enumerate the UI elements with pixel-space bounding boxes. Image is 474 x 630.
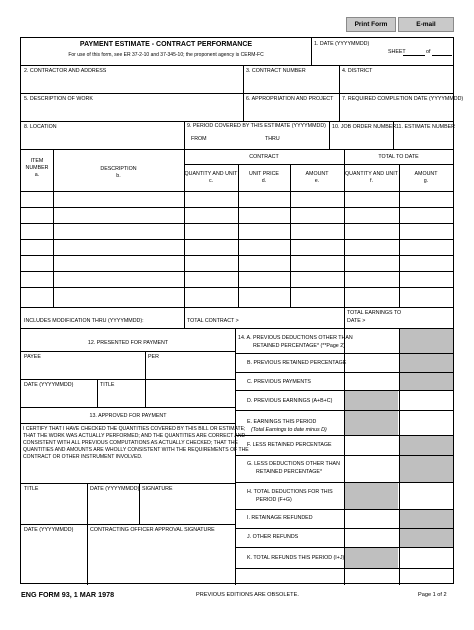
shaded-k: [345, 548, 398, 568]
work-label: 5. DESCRIPTION OF WORK: [24, 96, 93, 102]
shaded-h: [345, 483, 398, 509]
description-header: DESCRIPTION: [100, 166, 137, 172]
contract-number-label: 3. CONTRACT NUMBER: [246, 68, 306, 74]
print-form-button[interactable]: Print Form: [346, 17, 396, 32]
form-number: ENG FORM 93, 1 MAR 1978: [21, 590, 115, 599]
shaded-d: [345, 391, 398, 410]
shaded-e: [345, 411, 398, 435]
form-subtitle: For use of this form, see ER 37-2-10 and 37-345-10; the proponent agency is CERM-FC: [68, 52, 264, 58]
shaded-g: [400, 456, 453, 482]
approved-heading: 13. APPROVED FOR PAYMENT: [89, 413, 167, 419]
cert-line-2: THAT THE WORK WAS ACTUALLY PERFORMED; AND THE QUANTITIES ARE CORRECT AND: [23, 433, 246, 439]
cert-line-3: CONSISTENT WITH ALL PREVIOUS COMPUTATIONS AS ACTUALLY CHECKED; THAT THE: [23, 440, 238, 446]
shaded-i: [400, 510, 453, 528]
deduction-h-label-2: PERIOD (F+G): [256, 497, 292, 503]
deduction-f-label: F. LESS RETAINED PERCENTAGE: [247, 442, 332, 448]
approved-date-label: DATE (YYYYMMDD): [90, 486, 140, 492]
contract-amount-header: AMOUNT: [305, 171, 329, 177]
approved-title-label: TITLE: [24, 486, 39, 492]
signature-label: SIGNATURE: [142, 486, 173, 492]
deduction-a-label: 14. A. PREVIOUS DEDUCTIONS OTHER THAN: [238, 335, 353, 341]
sheet-label: SHEET: [388, 49, 406, 55]
location-label: 8. LOCATION: [24, 124, 57, 130]
cert-line-5: CONTRACT OR OTHER INSTRUMENT INVOLVED.: [23, 454, 143, 460]
retainage-label: I. RETAINAGE REFUNDED: [247, 515, 313, 521]
email-button[interactable]: E-mail: [398, 17, 454, 32]
col-d-label: d.: [261, 178, 267, 184]
approved-date2-label: DATE (YYYYMMDD): [24, 527, 74, 533]
payment-estimate-form: [20, 37, 464, 584]
deduction-e-label-2: (Total Earnings to date minus D): [251, 427, 327, 433]
includes-mod-label: INCLUDES MODIFICATION THRU (YYYYMMDD):: [24, 318, 144, 324]
total-refunds-label: K. TOTAL REFUNDS THIS PERIOD (I+J): [247, 555, 345, 561]
col-b-label: b.: [116, 173, 121, 179]
of-label: of: [426, 49, 431, 55]
presented-date-label: DATE (YYYYMMDD): [24, 382, 74, 388]
period-from-label: FROM: [191, 136, 207, 142]
shaded-c: [400, 373, 453, 390]
period-thru-label: THRU: [265, 136, 280, 142]
other-refunds-label: J. OTHER REFUNDS: [247, 534, 299, 540]
deduction-d-label: D. PREVIOUS EARNINGS (A+B+C): [247, 398, 333, 404]
todate-qty-header: QUANTITY AND UNIT: [345, 171, 398, 177]
completion-label: 7. REQUIRED COMPLETION DATE (YYYYMMDD): [342, 96, 464, 102]
district-label: 4. DISTRICT: [342, 68, 373, 74]
col-c-label: c.: [208, 178, 214, 184]
unit-price-header: UNIT PRICE: [249, 171, 279, 177]
date-label: 1. DATE (YYYYMMDD): [314, 41, 370, 47]
payee-label: PAYEE: [24, 354, 41, 360]
number-header: NUMBER: [25, 165, 49, 171]
col-g-label: g.: [423, 178, 429, 184]
total-to-date-header: TOTAL TO DATE: [378, 154, 419, 160]
deduction-a-label-2: RETAINED PERCENTAGE* (**Page 2): [253, 343, 345, 349]
contract-header: CONTRACT: [249, 154, 279, 160]
deduction-g-label: G. LESS DEDUCTIONS OTHER THAN: [247, 461, 340, 467]
co-signature-label: CONTRACTING OFFICER APPROVAL SIGNATURE: [90, 527, 215, 533]
deduction-b-label: B. PREVIOUS RETAINED PERCENTAGE: [247, 360, 347, 366]
job-order-label: 10. JOB ORDER NUMBER: [332, 124, 397, 130]
deduction-h-label: H. TOTAL DEDUCTIONS FOR THIS: [247, 489, 333, 495]
col-a-label: a.: [34, 172, 40, 178]
contract-qty-header: QUANTITY AND UNIT: [184, 171, 238, 177]
date-field[interactable]: [314, 49, 386, 61]
appropriation-label: 6. APPROPRIATION AND PROJECT: [246, 96, 334, 102]
obsolete-note: PREVIOUS EDITIONS ARE OBSOLETE.: [196, 592, 299, 598]
presented-heading: 12. PRESENTED FOR PAYMENT: [87, 340, 169, 346]
item-header: ITEM: [30, 158, 44, 164]
estimate-number-label: 11. ESTIMATE NUMBER: [396, 124, 455, 130]
shaded-a: [400, 329, 453, 353]
deduction-c-label: C. PREVIOUS PAYMENTS: [247, 379, 311, 385]
deduction-g-label-2: RETAINED PERCENTAGE*: [256, 469, 323, 475]
total-earnings-label-2: DATE >: [347, 318, 366, 324]
contractor-label: 2. CONTRACTOR AND ADDRESS: [24, 68, 107, 74]
cert-line-1: I CERTIFY THAT I HAVE CHECKED THE QUANTITIES COVERED BY THIS BILL OR ESTIMATE;: [23, 426, 246, 432]
cert-line-4: QUANTITIES AND AMOUNTS ARE WHOLLY CONSISTENT WITH THE REQUIREMENTS OF THE: [23, 447, 249, 453]
per-label: PER: [148, 354, 159, 360]
period-label: 9. PERIOD COVERED BY THIS ESTIMATE (YYYYMMDD): [187, 123, 326, 129]
col-e-label: e.: [314, 178, 320, 184]
col-f-label: f.: [370, 178, 373, 184]
shaded-j: [400, 529, 453, 547]
total-contract-label: TOTAL CONTRACT >: [187, 318, 239, 324]
page-number: Page 1 of 2: [418, 592, 447, 598]
form-title: PAYMENT ESTIMATE - CONTRACT PERFORMANCE: [79, 41, 253, 48]
shaded-b: [400, 354, 453, 372]
presented-title-label: TITLE: [100, 382, 115, 388]
total-earnings-label: TOTAL EARNINGS TO: [347, 310, 402, 316]
todate-amount-header: AMOUNT: [414, 171, 438, 177]
deduction-e-label: E. EARNINGS THIS PERIOD: [247, 419, 317, 425]
shaded-f: [400, 436, 453, 455]
